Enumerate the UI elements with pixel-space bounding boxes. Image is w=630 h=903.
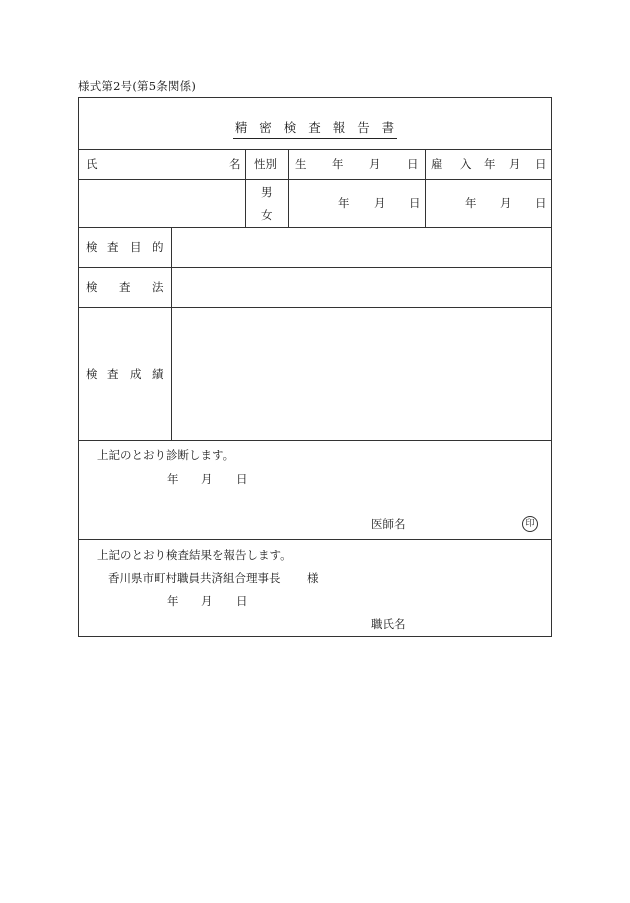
divider xyxy=(288,149,289,227)
divider xyxy=(79,227,551,228)
divider xyxy=(79,267,551,268)
seal-icon: 印 xyxy=(522,516,538,532)
hire-day-label: 日 xyxy=(535,157,547,171)
form-number-label: 様式第2号(第5条関係) xyxy=(78,79,197,93)
gender-label: 性別 xyxy=(254,157,277,171)
birth-month-label: 月 xyxy=(369,157,381,171)
hire-month-label: 月 xyxy=(509,157,521,171)
hire-day: 日 xyxy=(535,196,547,210)
form-title: 精 密 検 査 報 告 書 xyxy=(79,118,551,139)
birth-day: 日 xyxy=(409,196,421,210)
hire-month: 月 xyxy=(500,196,512,210)
divider xyxy=(79,539,551,540)
divider xyxy=(171,227,172,440)
birth-year: 年 xyxy=(338,196,350,210)
divider xyxy=(79,440,551,441)
diagnosis-month: 月 xyxy=(201,472,213,486)
divider xyxy=(79,149,551,150)
birth-year-label: 年 xyxy=(332,157,344,171)
birth-day-label: 日 xyxy=(407,157,419,171)
results-label-3: 成 xyxy=(130,367,142,381)
purpose-label-2: 査 xyxy=(107,240,119,254)
report-addressee: 香川県市町村職員共済組合理事長 xyxy=(108,571,281,585)
report-statement: 上記のとおり検査結果を報告します。 xyxy=(97,548,292,562)
hire-year-label: 年 xyxy=(484,157,496,171)
diagnosis-year: 年 xyxy=(167,472,179,486)
gender-female: 女 xyxy=(261,208,273,222)
purpose-label-4: 的 xyxy=(152,240,164,254)
purpose-label-1: 検 xyxy=(86,240,98,254)
hire-year: 年 xyxy=(465,196,477,210)
divider xyxy=(245,149,246,227)
divider xyxy=(79,307,551,308)
hire-label-second: 入 xyxy=(460,157,472,171)
name-label-last: 名 xyxy=(229,157,241,171)
hire-label-first: 雇 xyxy=(431,157,443,171)
method-label-1: 検 xyxy=(86,280,98,294)
results-label-1: 検 xyxy=(86,367,98,381)
divider xyxy=(79,179,551,180)
report-honorific: 様 xyxy=(307,571,319,585)
purpose-label-3: 目 xyxy=(130,240,142,254)
name-label-first: 氏 xyxy=(86,157,98,171)
birth-label: 生 xyxy=(295,157,307,171)
results-label-2: 査 xyxy=(107,367,119,381)
report-month: 月 xyxy=(201,594,213,608)
report-day: 日 xyxy=(236,594,248,608)
diagnosis-statement: 上記のとおり診断します。 xyxy=(97,448,235,462)
diagnosis-day: 日 xyxy=(236,472,248,486)
inspection-report-form xyxy=(78,97,552,637)
birth-month: 月 xyxy=(374,196,386,210)
report-year: 年 xyxy=(167,594,179,608)
gender-male: 男 xyxy=(261,185,273,199)
doctor-name-label: 医師名 xyxy=(371,517,406,531)
staff-name-label: 職氏名 xyxy=(371,617,406,631)
divider xyxy=(425,149,426,227)
results-label-4: 績 xyxy=(152,367,164,381)
method-label-3: 法 xyxy=(152,280,164,294)
method-label-2: 査 xyxy=(119,280,131,294)
